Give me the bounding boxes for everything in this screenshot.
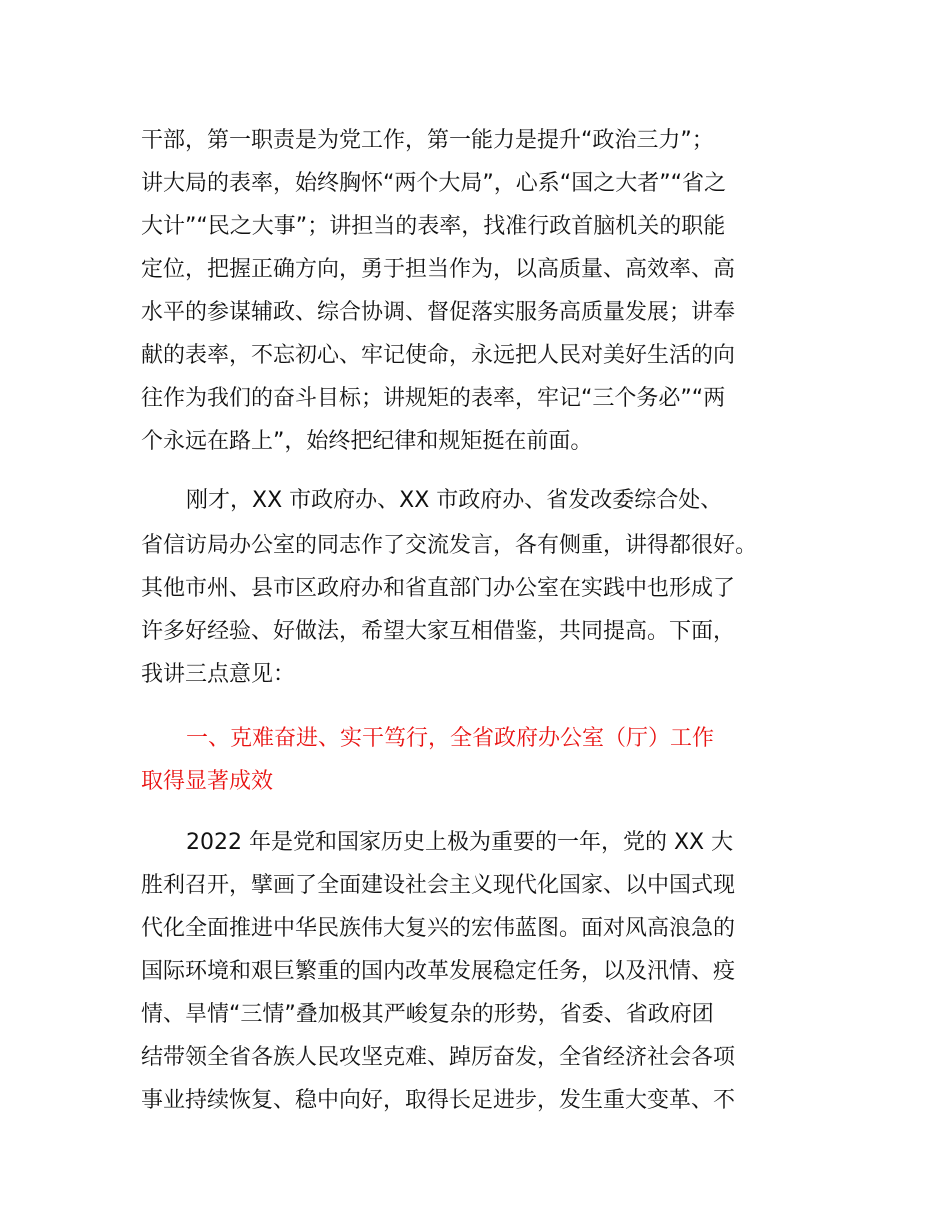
paragraph-2-line-2: 省信访局办公室的同志作了交流发言，各有侧重，讲得都很好。 — [141, 533, 758, 558]
paragraph-3-line-6: 结带领全省各族人民攻坚克难、踔厉奋发，全省经济社会各项 — [141, 1045, 736, 1070]
paragraph-1-line-5: 水平的参谋辅政、综合协调、督促落实服务高质量发展；讲奉 — [141, 300, 736, 325]
paragraph-3-line-1: 2022 年是党和国家历史上极为重要的一年，党的 XX 大 — [186, 830, 734, 855]
paragraph-2-line-3: 其他市州、县市区政府办和省直部门办公室在实践中也形成了 — [141, 576, 736, 601]
paragraph-3-line-5: 情、旱情“三情”叠加极其严峻复杂的形势，省委、省政府团 — [141, 1002, 714, 1027]
paragraph-3-line-3: 代化全面推进中华民族伟大复兴的宏伟蓝图。面对风高浪急的 — [141, 916, 736, 941]
section-heading-line-2: 取得显著成效 — [141, 769, 274, 794]
paragraph-1-line-6: 献的表率，不忘初心、牢记使命，永远把人民对美好生活的向 — [141, 343, 736, 368]
paragraph-2-line-1: 刚才，XX 市政府办、XX 市政府办、省发改委综合处、 — [186, 488, 723, 513]
paragraph-1-line-4: 定位，把握正确方向，勇于担当作为，以高质量、高效率、高 — [141, 257, 736, 282]
paragraph-1-line-2: 讲大局的表率，始终胸怀“两个大局”，心系“国之大者”“省之 — [141, 171, 726, 196]
paragraph-1-line-8: 个永远在路上”，始终把纪律和规矩挺在前面。 — [141, 429, 593, 454]
paragraph-1-line-3: 大计”“民之大事”；讲担当的表率，找准行政首脑机关的职能 — [141, 214, 726, 239]
paragraph-3-line-2: 胜利召开，擘画了全面建设社会主义现代化国家、以中国式现 — [141, 873, 736, 898]
paragraph-3-line-7: 事业持续恢复、稳中向好，取得长足进步，发生重大变革、不 — [141, 1088, 736, 1113]
paragraph-2-line-4: 许多好经验、好做法，希望大家互相借鉴，共同提高。下面， — [141, 619, 736, 644]
paragraph-2-line-5: 我讲三点意见： — [141, 662, 296, 687]
section-heading-line-1: 一、克难奋进、实干笃行，全省政府办公室（厅）工作 — [186, 726, 715, 751]
paragraph-1-line-7: 往作为我们的奋斗目标；讲规矩的表率，牢记“三个务必”“两 — [141, 386, 726, 411]
paragraph-1-line-1: 干部，第一职责是为党工作，第一能力是提升“政治三力”； — [141, 128, 714, 153]
paragraph-3-line-4: 国际环境和艰巨繁重的国内改革发展稳定任务，以及汛情、疫 — [141, 959, 736, 984]
